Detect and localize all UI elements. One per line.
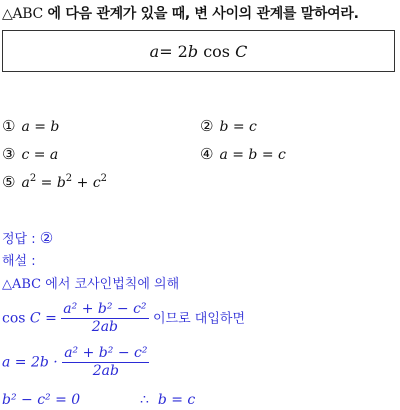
formula-C: C [235,41,248,61]
explanation-line-1-text: 에서 코사인법칙에 의해 [45,277,180,292]
therefore-symbol: ∴ [140,392,149,408]
triangle-name: ABC [12,6,43,22]
cos-C: C [29,310,41,327]
given-formula-box [2,30,395,72]
choice-5-a: a [21,175,30,191]
explanation-line-2 [2,302,245,335]
explanation-line-1 [2,273,179,292]
triangle-name-2: ABC [12,277,42,292]
explanation-label: 해설 : [2,254,36,269]
answer-line [2,228,53,247]
formula-b: b [187,41,199,61]
choice-1[interactable] [2,117,59,135]
choice-5-c: c [92,175,101,191]
choice-5-eq: = [36,175,57,191]
choice-3-expr: c = a [21,147,59,163]
choice-4[interactable] [200,145,286,163]
choice-4-number: ④ [200,145,214,163]
choice-1-number: ① [2,117,16,135]
choice-3[interactable] [2,145,58,163]
explanation-line-4-left: b² − c² = 0 [2,392,81,408]
choice-4-expr: a = b = c [219,147,286,163]
choice-1-expr: a = b [21,119,60,135]
cos-fraction [61,302,148,335]
fraction-numerator: a² + b² − c² [63,301,147,317]
choice-5-b: b [56,175,66,191]
substitution-fraction [62,346,149,379]
formula-eq: = 2 [159,41,188,61]
choice-5[interactable] [2,173,107,191]
choice-3-number: ③ [2,145,16,163]
explanation-line-4-right [140,392,195,408]
explanation-line-3 [2,346,149,379]
triangle-symbol-2: △ [2,277,12,292]
substitution-numerator: a² + b² − c² [64,345,148,361]
choice-5-exp-c: 2 [100,173,108,184]
fraction-denominator: 2ab [91,319,119,335]
choice-2-number: ② [200,117,214,135]
choice-5-plus: + [72,175,93,191]
cos-eq: = [40,310,62,327]
triangle-symbol: △ [2,6,13,22]
substitution-lhs: a = 2b · [2,354,58,371]
choice-5-exp-b: 2 [65,173,73,184]
explanation-line-2-text: 이므로 대입하면 [152,311,246,327]
choice-2[interactable] [200,117,257,135]
formula-cos: cos [203,41,231,61]
choice-2-expr: b = c [219,119,257,135]
answer-value: ② [39,229,54,247]
formula-a: a [149,41,160,61]
choice-5-number: ⑤ [2,173,16,191]
substitution-denominator: 2ab [92,363,119,379]
question-body: 에 다음 관계가 있을 때, 변 사이의 관계를 말하여라. [47,6,359,22]
choice-5-exp-a: 2 [29,173,37,184]
answer-label: 정답 : [2,232,36,247]
cos-label: cos [2,310,26,327]
question-text [2,3,359,23]
conclusion: b = c [157,392,196,408]
